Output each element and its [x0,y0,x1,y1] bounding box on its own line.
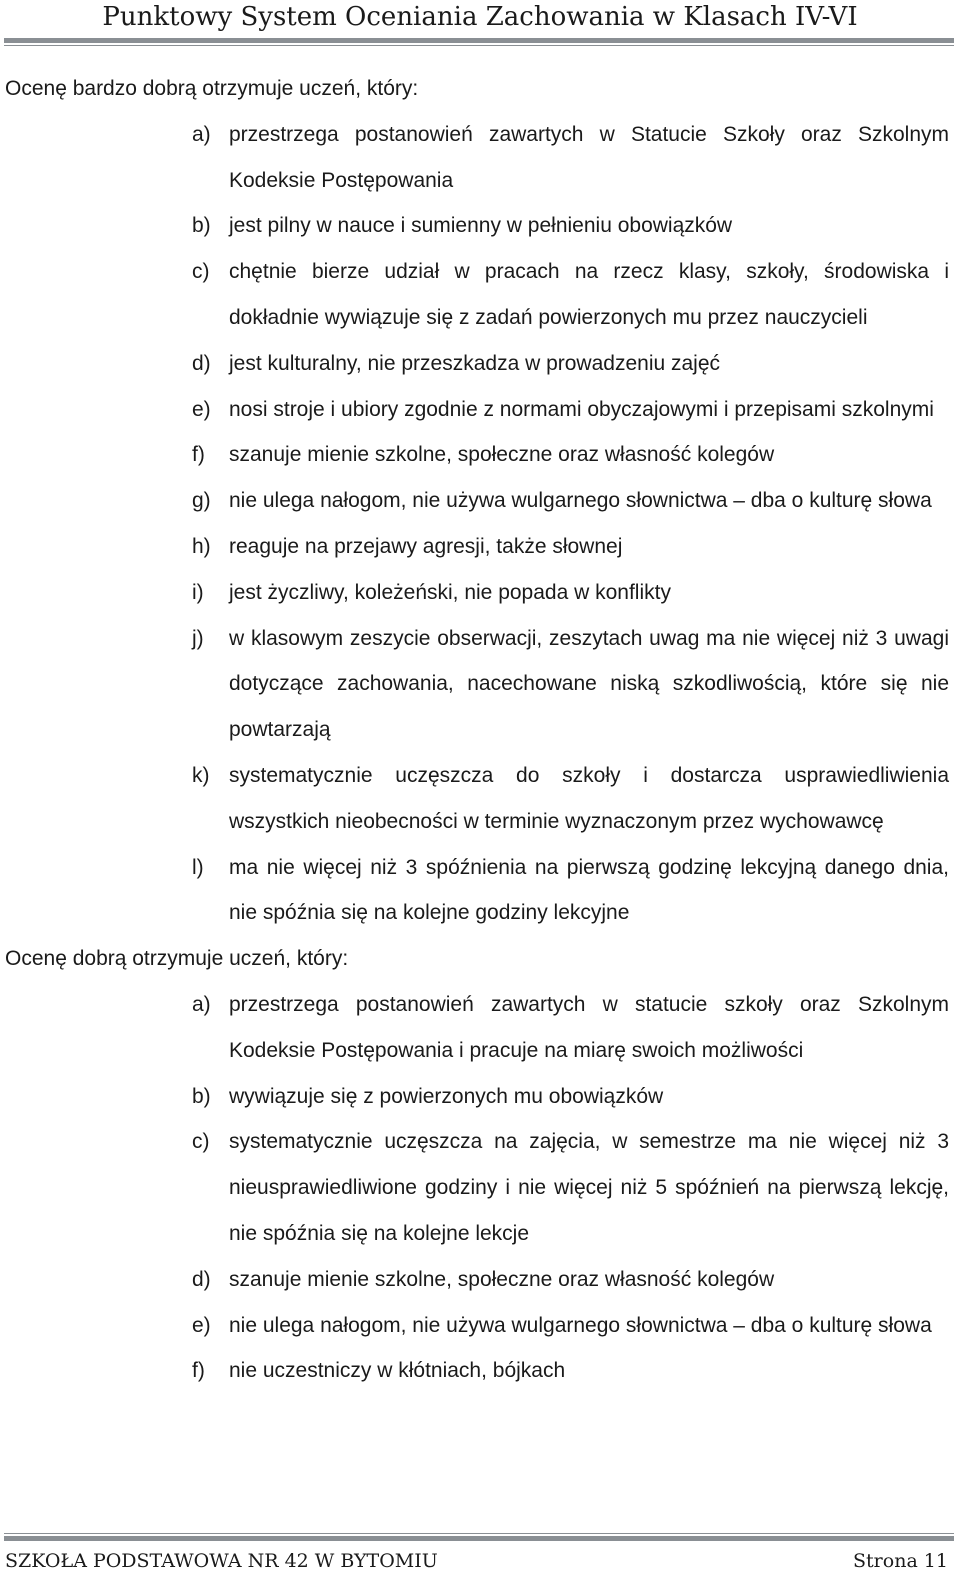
header-divider-thin [4,45,954,46]
list-item [0,570,960,616]
list-item [0,478,960,524]
item-text: szanuje mienie szkolne, społeczne oraz własność kolegów [229,443,775,467]
item-text: jest życzliwy, koleżeński, nie popada w konflikty [229,580,671,604]
list-item [0,203,960,249]
list-item [0,1074,960,1120]
list-item [0,1119,960,1256]
item-text: wywiązuje się z powierzonych mu obowiązków [229,1084,664,1108]
item-label: k) [192,763,210,787]
item-label: g) [192,489,211,513]
list-item [0,524,960,570]
item-text: nie ulega nałogom, nie używa wulgarnego słownictwa – dba o kulturę słowa [229,489,932,513]
item-label: l) [192,855,204,879]
item-label: b) [192,1084,211,1108]
item-label: e) [192,1313,211,1337]
item-label: c) [192,260,210,284]
item-label: f) [192,1359,205,1383]
document-body [0,66,960,1394]
list-item [0,982,960,1074]
list-item [0,387,960,433]
item-label: h) [192,534,211,558]
list-item [0,1348,960,1394]
item-text: szanuje mienie szkolne, społeczne oraz własność kolegów [229,1267,775,1291]
item-label: a) [192,992,211,1016]
section-heading: Ocenę bardzo dobrą otrzymuje uczeń, który: [5,77,419,100]
footer-school-name: SZKOŁA PODSTAWOWA NR 42 W BYTOMIU [5,1550,438,1572]
criteria-list [0,112,960,936]
item-text: przestrzega postanowień zawartych w statucie szkoły oraz Szkolnym Kodeksie Postępowania i pracuje na miarę swoich możliwości [229,992,949,1062]
list-item [0,1257,960,1303]
footer-divider-thin [4,1533,954,1534]
item-label: f) [192,443,205,467]
item-text: jest pilny w nauce i sumienny w pełnieniu obowiązków [229,214,733,238]
item-label: e) [192,397,211,421]
criteria-list [0,982,960,1394]
footer-divider [4,1536,954,1541]
item-label: d) [192,1267,211,1291]
item-text: w klasowym zeszycie obserwacji, zeszytach uwag ma nie więcej niż 3 uwagi dotyczące zachowania, nacechowane niską szkodliwością, które się nie powtarzają [229,626,949,742]
list-item [0,845,960,937]
item-text: reaguje na przejawy agresji, także słownej [229,534,623,558]
item-text: nie ulega nałogom, nie używa wulgarnego słownictwa – dba o kulturę słowa [229,1313,932,1337]
list-item [0,753,960,845]
list-item [0,341,960,387]
item-label: i) [192,580,204,604]
section-heading: Ocenę dobrą otrzymuje uczeń, który: [5,947,349,971]
item-text: systematycznie uczęszcza na zajęcia, w semestrze ma nie więcej niż 3 nieusprawiedliwione godziny i nie więcej niż 5 spóźnień na pierwszą lekcję, nie spóźnia się na kolejne lekcje [229,1130,949,1245]
list-item [0,112,960,204]
list-item [0,432,960,478]
item-label: c) [192,1130,210,1154]
item-text: nosi stroje i ubiory zgodnie z normami obyczajowymi i przepisami szkolnymi [229,397,934,421]
item-label: d) [192,351,211,375]
item-text: nie uczestniczy w kłótniach, bójkach [229,1359,566,1383]
list-item [0,249,960,341]
footer-page-number: Strona 11 [853,1550,948,1572]
item-text: przestrzega postanowień zawartych w Statucie Szkoły oraz Szkolnym Kodeksie Postępowania [229,122,949,192]
list-item [0,1303,960,1349]
item-text: systematycznie uczęszcza do szkoły i dostarcza usprawiedliwienia wszystkich nieobecności w terminie wyznaczonym przez wychowawcę [229,763,949,833]
list-item [0,616,960,753]
item-text: ma nie więcej niż 3 spóźnienia na pierwszą godzinę lekcyjną danego dnia, nie spóźnia się na kolejne godziny lekcyjne [229,855,949,925]
item-label: a) [192,122,211,146]
item-text: jest kulturalny, nie przeszkadza w prowadzeniu zajęć [229,351,721,375]
page-header-title: Punktowy System Oceniania Zachowania w Klasach IV-VI [102,2,858,32]
item-label: j) [192,626,204,650]
item-text: chętnie bierze udział w pracach na rzecz klasy, szkoły, środowiska i dokładnie wywiązuje się z zadań powierzonych mu przez nauczycieli [229,260,949,329]
item-label: b) [192,214,211,238]
header-divider [4,38,954,43]
